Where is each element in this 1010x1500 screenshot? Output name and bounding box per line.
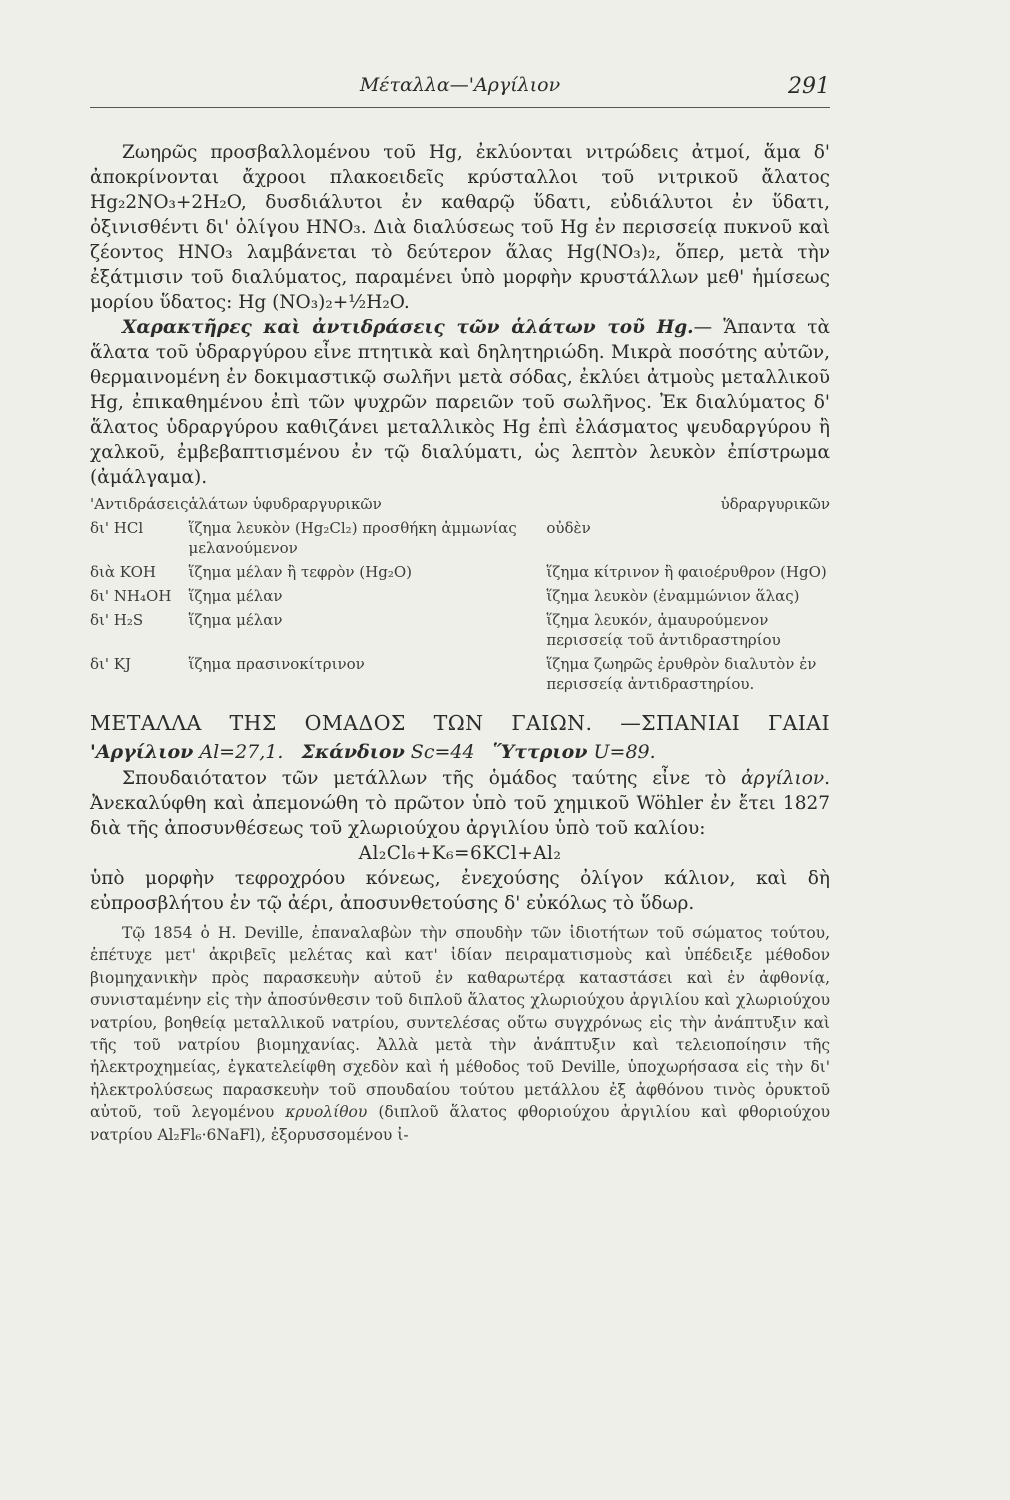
- table-cell: διὰ KOH: [90, 563, 156, 581]
- table-cell: ἵζημα λευκὸν (Hg₂Cl₂) προσθήκη ἀμμωνίας μελανούμενον: [188, 519, 517, 557]
- table-row: [90, 654, 830, 698]
- table-header-cell: ἁλάτων ὑφυδραργυρικῶν: [188, 495, 382, 513]
- table-cell: ἵζημα ζωηρῶς ἐρυθρὸν διαλυτὸν ἐν περισσείᾳ ἀντιδραστηρίου.: [546, 655, 817, 693]
- running-title: Μέταλλα—'Αργίλιον: [359, 74, 561, 96]
- paragraph-deville: [90, 922, 830, 1146]
- reaction-equation: Al₂Cl₆+K₆=6KCl+Al₂: [358, 843, 562, 864]
- table-row: [90, 518, 830, 562]
- subheading-salts-reactions: Χαρακτῆρες καὶ ἀντιδράσεις τῶν ἁλάτων τοῦ Hg.: [122, 317, 694, 338]
- paragraph-mercury-nitrate: Ζωηρῶς προσβαλλομένου τοῦ Hg, ἐκλύονται νιτρώδεις ἀτμοί, ἅμα δ' ἀποκρίνονται ἄχροοι πλακοειδεῖς κρύσταλλοι τοῦ νιτρικοῦ ἄλατος Hg₂2NO₃+2H₂O, δυσδιάλυτοι ἐν καθαρῷ ὕδατι, εὐδιάλυτοι ἐν ὕδατι, ὀξινισθέντι δι' ὀλίγου HNO₃. Διὰ διαλύσεως τοῦ Hg ἐν περισσείᾳ πυκνοῦ καὶ ζέοντος HNO₃ λαμβάνεται τὸ δεύτερον ἅλας Hg(NO₃)₂, ὅπερ, μετὰ τὴν ἐξάτμισιν τοῦ διαλύματος, παραμένει ὑπὸ μορφὴν κρυστάλλων μεθ' ἡμίσεως μορίου ὕδατος: Hg (NO₃)₂+½H₂O.: [90, 142, 830, 313]
- paragraph-text: Τῷ 1854 ὁ H. Deville, ἐπαναλαβὼν τὴν σπουδὴν τῶν ἰδιοτήτων τοῦ σώματος τούτου, ἐπέτυχε μετ' ἀκριβεῖς μελέτας καὶ κατ' ἰδίαν πειραματισμοὺς καὶ ὑπέδειξε μέθοδον βιομηχανικὴν πρὸς παρασκευὴν αὐτοῦ ἐν καθαρωτέρᾳ καταστάσει καὶ ἐν ἀφθονίᾳ, συνισταμένην εἰς τὴν ἀποσύνθεσιν τοῦ διπλοῦ ἅλατος χλωριούχου ἀργιλίου καὶ χλωριούχου νατρίου, βοηθείᾳ μεταλλικοῦ νατρίου, συντελέσας οὕτω συγχρόνως εἰς τὴν ἀνάπτυξιν καὶ τῆς τοῦ νατρίου βιομηχανίας. Ἀλλὰ μετὰ τὴν ἀνάπτυξιν καὶ τελειοποίησιν τῆς ἠλεκτροχημείας, ἐγκατελείφθη σχεδὸν καὶ ἡ μέθοδος τοῦ Deville, ὑποχωρήσασα εἰς τὴν δι' ἠλεκτρολύσεως παρασκευὴν τοῦ σπουδαίου τούτου μετάλλου ἐξ ἀφθόνου τινὸς ὀρυκτοῦ αὐτοῦ, τοῦ λεγομένου: [90, 924, 830, 1122]
- table-cell: δι' NH₄OH: [90, 587, 172, 605]
- page-header: [90, 74, 830, 104]
- paragraph-mercury-salts: [90, 315, 830, 490]
- table-cell: ἵζημα κίτρινον ἢ φαιοέρυθρον (HgO): [546, 563, 827, 581]
- table-cell: ἵζημα λευκόν, ἀμαυρούμενον περισσείᾳ τοῦ ἀντιδραστηρίου: [546, 611, 781, 649]
- paragraph-text: Σπουδαιότατον τῶν μετάλλων τῆς ὁμάδος ταύτης εἶνε τὸ: [122, 768, 742, 789]
- element-symbol-scandium: Sc=44: [410, 741, 475, 763]
- element-symbol-aluminium: Al=27,1.: [199, 741, 284, 763]
- table-cell: δι' KJ: [90, 655, 132, 673]
- table-row: [90, 562, 830, 586]
- table-cell: οὐδὲν: [546, 519, 591, 537]
- table-cell: δι' H₂S: [90, 611, 144, 629]
- elements-line: [90, 738, 830, 766]
- table-cell: ἵζημα μέλαν: [188, 611, 283, 629]
- table-row: [90, 586, 830, 610]
- paragraph-aluminium-properties: ὑπὸ μορφὴν τεφροχρόου κόνεως, ἐνεχούσης ὀλίγον κάλιον, καὶ δὴ εὐπροσβλήτου ἐν τῷ ἀέρι, ἀποσυνθετούσης δ' εὐκόλως τὸ ὕδωρ.: [90, 868, 830, 914]
- paragraph-text: . Ἀνεκαλύφθη καὶ ἀπεμονώθη τὸ πρῶτον ὑπὸ τοῦ χημικοῦ Wöhler ἐν ἔτει 1827 διὰ τῆς ἀποσυνθέσεως τοῦ χλωριούχου ἀργιλίου ὑπὸ τοῦ καλίου:: [90, 768, 830, 839]
- page-number: 291: [788, 74, 830, 99]
- table-cell: δι' HCl: [90, 519, 144, 537]
- header-rule: [90, 107, 830, 108]
- element-name-aluminium: 'Αργίλιον: [90, 741, 194, 763]
- table-cell: ἵζημα λευκὸν (ἐναμμώνιον ἅλας): [546, 587, 800, 605]
- element-name-scandium: Σκάνδιον: [301, 741, 405, 763]
- table-cell: ἵζημα μέλαν: [188, 587, 283, 605]
- element-symbol-yttrium: U=89.: [593, 741, 656, 763]
- table-header-row: [90, 494, 830, 518]
- reactions-table: [90, 494, 830, 698]
- term-cryolite: κρυολίθου: [285, 1103, 368, 1122]
- table-header-cell: 'Αντιδράσεις: [90, 495, 189, 513]
- section-title: ΜΕΤΑΛΛΑ ΤΗΣ ΟΜΑΔΟΣ ΤΩΝ ΓΑΙΩΝ. —ΣΠΑΝΙΑΙ ΓΑΙΑΙ: [90, 711, 830, 735]
- paragraph-mercury-salts-text: — Ἅπαντα τὰ ἅλατα τοῦ ὑδραργύρου εἶνε πτητικὰ καὶ δηλητηριώδη. Μικρὰ ποσότης αὐτῶν, θερμαινομένη ἐν δοκιμαστικῷ σωλῆνι μετὰ σόδας, ἐκλύει ἀτμοὺς μεταλλικοῦ Hg, ἐπικαθημένου ἐπὶ τῶν ψυχρῶν παρειῶν τοῦ σωλῆνος. Ἐκ διαλύματος δ' ἅλατος ὑδραργύρου καθιζάνει μεταλλικὸς Hg ἐπὶ ἐλάσματος ψευδαργύρου ἢ χαλκοῦ, ἐμβεβαπτισμένου ἐν τῷ διαλύματι, ὡς λεπτὸν λευκὸν ἐπίστρωμα (ἀμάλγαμα).: [90, 317, 830, 488]
- paragraph-text: (διπλοῦ ἅλατος φθοριούχου ἀργιλίου καὶ φθοριούχου νατρίου Al₂Fl₆·6NaFl), ἐξορυσσομένου ἰ-: [90, 1103, 830, 1144]
- table-cell: ἵζημα πρασινοκίτρινον: [188, 655, 365, 673]
- table-cell: ἵζημα μέλαν ἢ τεφρὸν (Hg₂O): [188, 563, 412, 581]
- table-row: [90, 610, 830, 654]
- page-body: [90, 140, 830, 1146]
- table-header-cell: ὑδραργυρικῶν: [720, 495, 830, 513]
- term-argilion: ἀργίλιον: [741, 768, 825, 789]
- element-name-yttrium: Ὕττριον: [492, 741, 588, 763]
- paragraph-aluminium-discovery: [90, 766, 830, 841]
